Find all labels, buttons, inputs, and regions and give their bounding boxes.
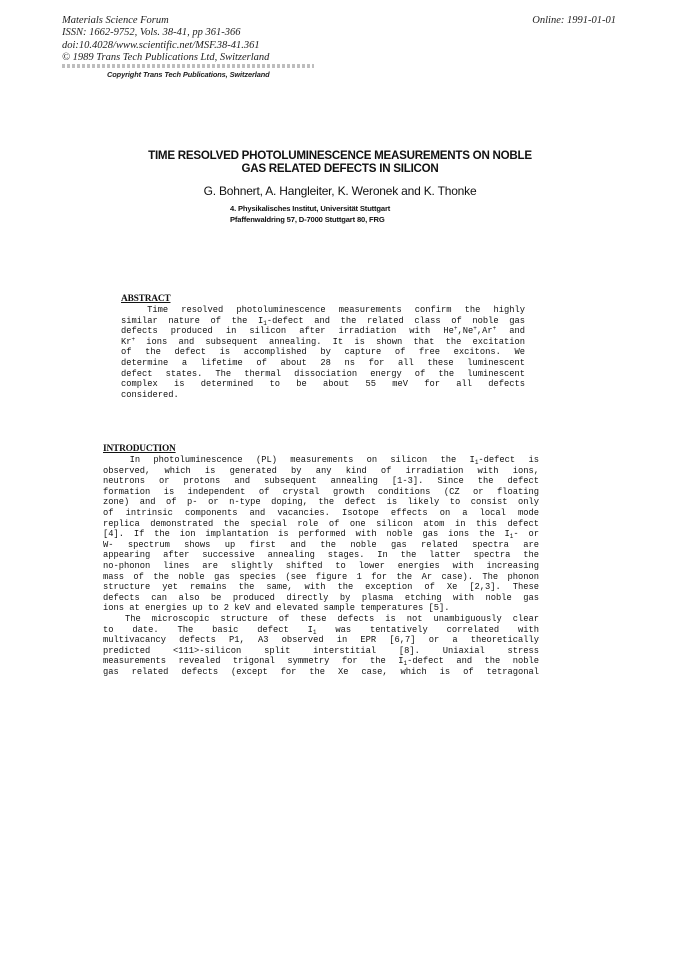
- superscript: +: [453, 325, 458, 333]
- abstract-heading: ABSTRACT: [121, 294, 171, 304]
- abstract-line: determine a lifetime of about 28 ns for all these luminescent: [121, 357, 525, 368]
- abstract-text: ,Ar: [476, 326, 493, 337]
- abstract-text: similar nature of the I: [121, 315, 264, 326]
- abstract-line: defect states. The thermal dissociation energy of the luminescent: [121, 368, 525, 379]
- intro-line: neutrons or protons and subsequent annealing [1-3]. Since the defect: [103, 476, 539, 487]
- intro-line: defects can also be produced directly by plasma etching with noble gas: [103, 592, 539, 603]
- intro-line: predicted <111>-silicon split interstitial [8]. Uniaxial stress: [103, 645, 539, 656]
- intro-text: - or: [513, 529, 539, 540]
- superscript: +: [131, 335, 136, 343]
- subscript: 1: [403, 660, 408, 668]
- intro-line: zone) and of p- or n-type doping, the defect is likely to consist only: [103, 497, 539, 508]
- abstract-text: Kr: [121, 336, 132, 347]
- intro-line: gas related defects (except for the Xe case, which is of tetragonal: [103, 666, 539, 677]
- intro-text: was tentatively correlated with: [316, 624, 539, 635]
- scan-artifact-strip: [62, 64, 314, 68]
- abstract-text: and: [496, 326, 525, 337]
- abstract-line: [121, 316, 525, 327]
- intro-text: to date. The basic defect I: [103, 624, 313, 635]
- intro-line: W- spectrum shows up first and the noble gas related spectra are: [103, 539, 539, 550]
- intro-line: appearing after successive annealing stages. In the latter spectra the: [103, 550, 539, 561]
- intro-text: [4]. If the ion implantation is performed with noble gas ions the I: [103, 529, 510, 540]
- affiliation-line-1: 4. Physikalisches Institut, Universität Stuttgart: [230, 204, 391, 213]
- intro-line: [103, 625, 539, 636]
- authors: G. Bohnert, A. Hangleiter, K. Weronek and K. Thonke: [203, 184, 477, 198]
- abstract-text: ,Ne: [457, 326, 474, 337]
- title-line-2: GAS RELATED DEFECTS IN SILICON: [241, 162, 439, 175]
- introduction-body: [103, 455, 539, 677]
- intro-line: replica demonstrated the special role of one silicon atom in this defect: [103, 518, 539, 529]
- intro-line: [103, 529, 539, 540]
- subscript: 1: [263, 319, 267, 327]
- abstract-line: Time resolved photoluminescence measurements confirm the highly: [121, 305, 525, 315]
- subscript: 1: [312, 628, 317, 636]
- abstract-line: [121, 337, 525, 348]
- copyright-notice: Copyright Trans Tech Publications, Switzerland: [107, 70, 270, 79]
- intro-line: of intrinsic components and vacancies. Isotope effects on a local mode: [103, 507, 539, 518]
- abstract-body: [121, 305, 525, 400]
- intro-line: formation is independent of crystal growth conditions (CZ or floating: [103, 486, 539, 497]
- abstract-line: complex is determined to be about 55 meV for all defects: [121, 379, 525, 390]
- intro-line: structure yet remains the same, with the exception of Xe [2,3]. These: [103, 582, 539, 593]
- abstract-line: of the defect is accomplished by capture of free excitons. We: [121, 347, 525, 358]
- superscript: +: [473, 325, 477, 333]
- journal-name: Materials Science Forum: [62, 15, 169, 26]
- intro-text: In photoluminescence (PL) measurements on silicon the I: [103, 455, 475, 465]
- intro-line: mass of the noble gas species (see figure 1 for the Ar case). The phonon: [103, 571, 539, 582]
- intro-line: no-phonon lines are slightly shifted to lower energies with increasing: [103, 560, 539, 571]
- intro-line: observed, which is generated by any kind of irradiation with ions,: [103, 465, 539, 476]
- abstract-line: [121, 326, 525, 337]
- affiliation: [230, 204, 390, 225]
- abstract-text: ions and subsequent annealing. It is shown that the excitation: [135, 336, 525, 347]
- subscript: 1: [509, 533, 514, 541]
- issn-line: ISSN: 1662-9752, Vols. 38-41, pp 361-366: [62, 27, 241, 39]
- doi-line: doi:10.4028/www.scientific.net/MSF.38-41.361: [62, 39, 260, 51]
- title-line-1: TIME RESOLVED PHOTOLUMINESCENCE MEASUREMENTS ON NOBLE: [148, 149, 532, 162]
- intro-line: [103, 455, 539, 466]
- abstract-line: considered.: [121, 389, 179, 400]
- intro-line: multivacancy defects P1, A3 observed in EPR [6,7] or a theoretically: [103, 635, 539, 646]
- superscript: +: [492, 325, 497, 333]
- intro-text: -defect and the noble: [407, 656, 539, 667]
- intro-text: measurements revealed trigonal symmetry for the I: [103, 656, 404, 667]
- introduction-heading: INTRODUCTION: [103, 444, 176, 454]
- copyright-line: © 1989 Trans Tech Publications Ltd, Switzerland: [62, 52, 270, 64]
- affiliation-line-2: Pfaffenwaldring 57, D-7000 Stuttgart 80, FRG: [230, 214, 385, 224]
- abstract-text: defects produced in silicon after irradiation with He: [121, 326, 454, 337]
- intro-line: [103, 656, 539, 667]
- abstract-text: -defect and the related class of noble gas: [266, 315, 525, 326]
- subscript: 1: [474, 459, 479, 466]
- online-date: Online: 1991-01-01: [532, 15, 616, 26]
- intro-text: -defect is: [478, 455, 539, 465]
- citation-header: [62, 15, 269, 65]
- intro-line: ions at energies up to 2 keV and elevated sample temperatures [5].: [103, 603, 450, 614]
- intro-line: The microscopic structure of these defects is not unambiguously clear: [103, 613, 539, 624]
- paper-title: [80, 149, 600, 175]
